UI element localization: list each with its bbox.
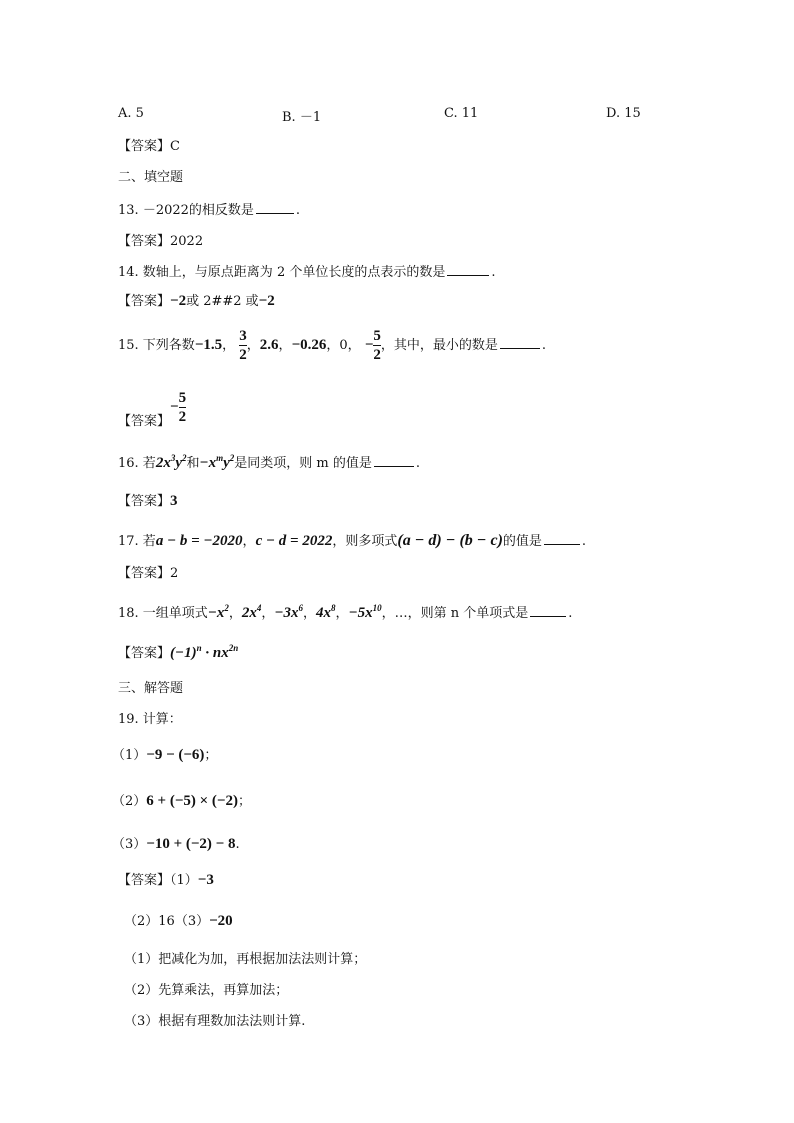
fraction	[373, 328, 381, 363]
math-operator: −	[441, 532, 460, 549]
math-minus: −	[170, 399, 179, 415]
answer-18	[118, 642, 238, 662]
question-18: 18. 一组单项式$-x^2$，$2x^4$，$-3x^6$，$4x^8$，$-5x^{10}$，…，则第 n 个单项式是 .	[118, 603, 573, 621]
answer-blank	[544, 532, 580, 545]
term-base: 4x	[316, 605, 332, 621]
part-end: .	[235, 837, 240, 852]
math-term	[200, 455, 235, 471]
math-term	[316, 605, 336, 621]
part-number: （2）	[112, 794, 147, 809]
term-base: −5x	[348, 605, 373, 621]
answer-19-part-2-3	[124, 910, 233, 930]
math-term	[242, 605, 262, 621]
separator: ，	[222, 338, 236, 353]
part-number: （1）	[112, 748, 147, 763]
answer-blank	[374, 454, 414, 467]
question-text: ，则多项式	[332, 534, 398, 549]
answer-12	[118, 135, 180, 154]
term-base: · nx	[201, 645, 229, 661]
part-number: （3）	[112, 837, 147, 852]
fraction-bar	[373, 345, 381, 346]
math-expression: −9 − (−6)	[146, 747, 205, 763]
explanation-2: （2）先算乘法，再算加法；	[124, 983, 289, 998]
answer-value: 2	[170, 566, 179, 581]
question-text: ，…，则第 n 个单项式是	[381, 606, 529, 621]
question-end: .	[415, 456, 421, 471]
denominator: 2	[373, 347, 381, 363]
math-value: −0.26	[291, 337, 327, 353]
term-base: 2x	[241, 605, 257, 621]
answer-13	[118, 230, 203, 249]
math-value: −1.5	[194, 337, 223, 353]
question-19-part-1	[112, 744, 217, 764]
separator: ，	[246, 338, 260, 353]
math-value: −20	[209, 913, 233, 929]
math-term	[208, 605, 229, 621]
answer-tag: 【答案】	[118, 294, 171, 309]
question-end: .	[581, 534, 587, 549]
term-base: 2x	[155, 455, 171, 471]
math-expression	[170, 645, 238, 661]
part-number: （1）	[170, 873, 198, 888]
exponent: 2n	[228, 643, 239, 653]
math-expression: 6 + (−5) × (−2)	[146, 793, 238, 809]
question-text: 是同类项，则 m 的值是	[234, 456, 372, 471]
exponent: 3	[170, 453, 176, 463]
question-text: 15. 下列各数	[118, 338, 195, 353]
option-b: B. －1	[282, 110, 322, 125]
answer-15	[118, 390, 187, 429]
answer-blank	[530, 604, 566, 617]
answer-blank	[256, 201, 294, 214]
math-value: 3	[170, 493, 178, 509]
question-text: 的值是	[502, 534, 542, 549]
fraction	[239, 328, 247, 363]
exponent: 10	[372, 603, 382, 613]
math-expression	[397, 532, 503, 549]
exponent: 2	[229, 453, 235, 463]
term-base: −3x	[274, 605, 299, 621]
question-text: －2022的相反数是	[142, 203, 254, 218]
question-19-part-3	[112, 833, 240, 853]
numerator: 5	[178, 390, 187, 406]
question-end: .	[295, 203, 301, 218]
part-end: ；	[204, 748, 218, 763]
answer-tag: 【答案】	[118, 234, 171, 249]
denominator: 2	[239, 347, 247, 363]
term-base: y	[175, 455, 182, 471]
question-14	[118, 261, 495, 280]
term-base: −x	[199, 455, 217, 471]
exponent: m	[216, 453, 224, 463]
fraction-bar	[239, 345, 247, 346]
section-heading-solve: 三、解答题	[118, 681, 184, 696]
math-expression: −10 + (−2) − 8	[146, 836, 236, 852]
answer-value: 2022	[170, 234, 204, 249]
question-end: .	[568, 606, 573, 621]
explanation-1: （1）把减化为加，再根据加法法则计算；	[124, 952, 367, 967]
option-d: D. 15	[606, 106, 641, 121]
answer-tag: 【答案】	[118, 494, 171, 509]
answer-blank	[447, 263, 489, 276]
question-19-part-2	[112, 790, 251, 810]
question-text: 16. 若	[118, 456, 156, 471]
answer-value: C	[170, 139, 180, 154]
exponent: n	[196, 643, 202, 653]
answer-tag: 【答案】	[118, 139, 171, 154]
option-c: C. 11	[444, 106, 479, 121]
question-15	[118, 328, 546, 363]
part-end: ；	[237, 794, 251, 809]
question-19: 19. 计算：	[118, 712, 182, 727]
exponent: 2	[224, 603, 229, 613]
term-base: y	[223, 455, 230, 471]
answer-tag: 【答案】	[118, 646, 171, 661]
exponent: 6	[298, 603, 304, 613]
answer-14	[118, 290, 275, 310]
exponent: 4	[256, 603, 262, 613]
question-end: .	[491, 265, 496, 280]
question-text: 17. 若	[118, 534, 156, 549]
answer-17	[118, 562, 178, 581]
option-a: A. 5	[118, 106, 144, 121]
question-text: 14. 数轴上，与原点距离为 2 个单位长度的点表示的数是	[118, 265, 446, 280]
math-term	[349, 605, 382, 621]
question-number: 13.	[118, 203, 139, 218]
fraction-bar	[179, 407, 187, 408]
question-text: ，其中，最小的数是	[380, 338, 498, 353]
answer-blank	[500, 336, 540, 349]
math-value: 0	[339, 338, 348, 353]
denominator: 2	[178, 409, 187, 425]
numerator: 3	[239, 328, 247, 344]
answer-text: （2）16（3）	[124, 914, 210, 929]
answer-tag: 【答案】	[118, 873, 171, 888]
question-17	[118, 530, 586, 550]
separator: ，	[278, 338, 292, 353]
numerator: 5	[373, 328, 381, 344]
explanation-3: （3）根据有理数加法法则计算.	[124, 1014, 306, 1029]
math-value: −2	[170, 293, 187, 309]
answer-19-part-1	[118, 869, 214, 889]
math-value: 2.6	[259, 337, 279, 353]
math-group: (a − d)	[397, 532, 442, 549]
exponent: 8	[331, 603, 336, 613]
answer-tag: 【答案】	[118, 566, 171, 581]
question-text: 18. 一组单项式	[118, 606, 208, 621]
math-group: (−1)	[170, 645, 197, 661]
math-expression: c − d = 2022	[255, 533, 333, 549]
fraction	[179, 390, 187, 425]
term-base: −x	[207, 605, 225, 621]
math-minus: −	[364, 337, 374, 353]
separator: ，	[326, 338, 340, 353]
math-group: (b − c)	[459, 532, 503, 549]
answer-tag: 【答案】	[118, 414, 171, 429]
math-expression: a − b = −2020	[155, 533, 243, 549]
math-value: −3	[197, 872, 214, 888]
exponent: 2	[181, 453, 187, 463]
answer-text: 或 2##2 或	[186, 294, 259, 309]
question-text: 和	[186, 456, 200, 471]
math-term	[274, 605, 303, 621]
answer-16	[118, 490, 178, 510]
question-13	[118, 199, 300, 218]
question-end: .	[541, 338, 547, 353]
math-value: −2	[258, 293, 275, 309]
question-16	[118, 452, 420, 472]
separator: ，	[347, 338, 361, 353]
separator: ，	[242, 534, 256, 549]
section-heading-fill-blank: 二、填空题	[118, 170, 184, 185]
math-term	[156, 455, 187, 471]
